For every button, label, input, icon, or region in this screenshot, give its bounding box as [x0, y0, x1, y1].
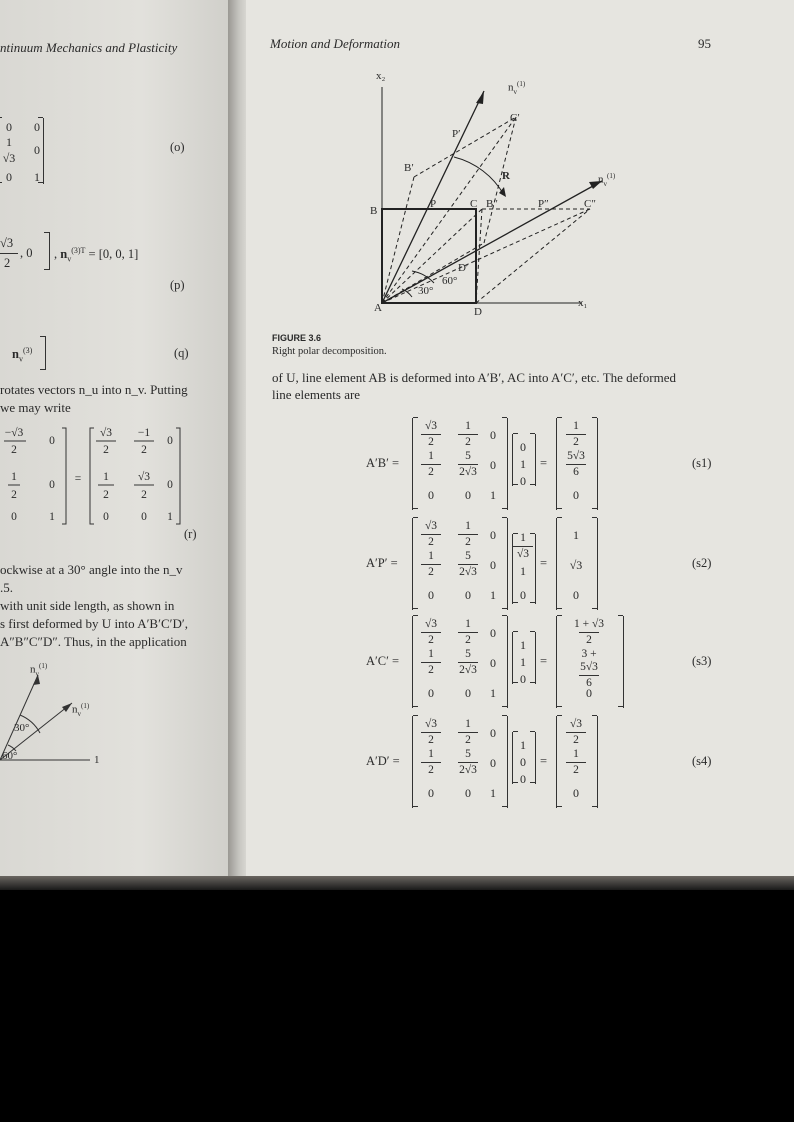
svg-text:=: =	[74, 473, 82, 485]
left-para-line: rotates vectors n_u into n_v. Putting	[0, 382, 188, 397]
left-page: ntinuum Mechanics and Plasticity 0 0 1 0 √3 0 1 (o) √3 2 , 0 , $n_v^{(3)T} = [0$, 0, 1] (p) $n_v^{(3)}$ (q) rotates vectors n_u into n_v. Putting we may write −√3 2 0 1 2 0 0 1 = √3 2 −1 2 0 1 2 √3 2 0 0 0 1 (r) ockwise at a 30° angle into the n_v .5. with unit side length, as shown in s first deformed by U into A′B′C′D′, A″B″C″D″. Thus, in the application $n_v^{(1)}$ $n_v^{(1)}$ 30° 60° 1	[0, 0, 236, 885]
fig-label-Cprime: C′	[510, 112, 520, 124]
equals-sign: =	[540, 556, 548, 570]
right-page	[246, 0, 794, 880]
equation-label: (s1)	[692, 456, 712, 470]
input-vector-cell: 0	[520, 588, 526, 602]
page-number: 95	[698, 36, 711, 51]
U-matrix-cell: 0	[428, 588, 434, 602]
U-matrix-cell-numerator: √3	[424, 718, 438, 730]
input-vector-cell: 1	[520, 738, 526, 752]
equals-sign: =	[540, 754, 548, 768]
result-vector-cell-bar	[579, 675, 599, 676]
svg-text:√3: √3	[99, 427, 113, 439]
U-matrix-cell-numerator: 1	[465, 718, 471, 730]
left-para-line: s first deformed by U into A′B′C′D′,	[0, 616, 188, 631]
input-vector-cell: 0	[520, 672, 526, 686]
U-matrix-cell-fraction	[414, 450, 448, 479]
fig-label-nv1-top: $n_v^{(1)}$	[508, 80, 526, 96]
U-matrix-cell-denominator: 2	[428, 634, 434, 646]
U-matrix-cell-numerator: 1	[465, 618, 471, 630]
result-vector-cell-denominator: 6	[586, 677, 592, 689]
input-vector-cell-denominator: √3	[516, 548, 530, 560]
matrix-o-cell: 1	[6, 135, 12, 149]
U-matrix-cell-bar	[421, 762, 441, 763]
figure-3-6	[346, 75, 706, 325]
equation-label: (s4)	[692, 754, 712, 768]
result-vector-cell: 0	[573, 786, 579, 800]
U-matrix-cell-denominator: 2	[428, 436, 434, 448]
svg-text:1: 1	[167, 511, 173, 523]
U-matrix-cell-bar	[421, 732, 441, 733]
U-matrix-cell-denominator: 2√3	[459, 566, 477, 578]
mini-nv1-label: $n_v^{(1)}$	[30, 662, 48, 678]
mini-angle-60: 60°	[2, 750, 18, 762]
U-matrix-cell-numerator: √3	[424, 618, 438, 630]
U-matrix-cell-bar	[458, 762, 478, 763]
result-vector-cell-fraction	[572, 618, 606, 647]
equation-lhs: A′D′ =	[366, 754, 400, 768]
result-vector-cell-bar	[566, 762, 586, 763]
svg-text:1: 1	[11, 471, 17, 483]
eq-p-vector-n: n	[60, 247, 68, 262]
input-vector-cell: 0	[520, 474, 526, 488]
U-matrix-cell-bar	[421, 662, 441, 663]
result-vector-cell-numerator: 1	[573, 420, 579, 432]
U-matrix-cell: 1	[490, 786, 496, 800]
U-matrix-cell-denominator: 2√3	[459, 466, 477, 478]
U-matrix-cell-fraction	[414, 748, 448, 777]
svg-text:0: 0	[167, 479, 173, 491]
result-vector-cell-denominator: 2	[573, 436, 579, 448]
U-matrix-cell-numerator: 1	[428, 550, 434, 562]
figure-caption-text: Right polar decomposition.	[272, 346, 387, 357]
U-matrix-cell-bar	[458, 564, 478, 565]
result-vector-cell-bar	[566, 434, 586, 435]
equals-sign: =	[540, 654, 548, 668]
U-matrix-cell-bar	[458, 732, 478, 733]
U-matrix-cell: 0	[490, 656, 496, 670]
U-matrix-cell-denominator: 2	[428, 664, 434, 676]
U-matrix-cell: 0	[465, 488, 471, 502]
U-matrix-cell-denominator: 2√3	[459, 764, 477, 776]
U-matrix-cell-denominator: 2	[465, 436, 471, 448]
result-vector-cell-fraction	[559, 748, 593, 777]
right-running-head: Motion and Deformation	[270, 36, 400, 51]
U-matrix-cell-denominator: 2	[465, 536, 471, 548]
fig-label-Bprime: B′	[404, 162, 414, 174]
svg-text:1: 1	[49, 511, 55, 523]
left-para-line: .5.	[0, 580, 13, 595]
input-vector-cell-numerator: 1	[520, 532, 526, 544]
result-vector-cell: √3	[569, 558, 583, 572]
fig-label-Cdouble: C″	[584, 198, 596, 210]
U-matrix-cell: 0	[465, 686, 471, 700]
U-matrix-cell: 0	[490, 428, 496, 442]
fig-label-R: R	[502, 170, 510, 182]
U-matrix-cell-fraction	[414, 718, 448, 747]
equation-lhs: A′P′ =	[366, 556, 398, 570]
fig-label-Pprime: P′	[452, 128, 461, 140]
U-matrix-cell-bar	[458, 434, 478, 435]
U-matrix-cell: 0	[490, 458, 496, 472]
input-vector-cell-fraction	[506, 532, 540, 561]
svg-text:2: 2	[141, 489, 147, 501]
result-vector-cell-numerator: 5√3	[567, 450, 585, 462]
input-vector-cell: 1	[520, 564, 526, 578]
input-vector-cell: 1	[520, 655, 526, 669]
input-vector-cell: 1	[520, 457, 526, 471]
U-matrix-cell: 0	[465, 588, 471, 602]
U-matrix-cell-fraction	[414, 420, 448, 449]
left-para-line: we may write	[0, 400, 71, 415]
result-vector-cell: 0	[586, 686, 592, 700]
fig-label-Bdouble: B″	[486, 198, 498, 210]
eq-p-numerator: √3	[0, 236, 14, 250]
fig-label-x1: x₁	[578, 297, 588, 309]
result-vector-cell-denominator: 2	[586, 634, 592, 646]
U-matrix-cell-bar	[421, 564, 441, 565]
U-matrix-cell-denominator: 2	[428, 764, 434, 776]
fig-label-Dprime: D′	[458, 262, 469, 274]
svg-text:0: 0	[49, 479, 55, 491]
result-vector-cell-numerator: √3	[569, 718, 583, 730]
U-matrix-cell-fraction	[414, 648, 448, 677]
fig-label-B: B	[370, 205, 378, 217]
svg-text:2: 2	[103, 444, 109, 456]
result-vector-cell-fraction	[559, 450, 593, 479]
result-vector-cell: 1	[573, 528, 579, 542]
result-vector-cell-fraction	[559, 718, 593, 747]
page-bottom-edge	[0, 876, 794, 890]
result-vector-cell: 0	[573, 588, 579, 602]
U-matrix-cell-numerator: √3	[424, 420, 438, 432]
result-vector-cell-denominator: 2	[573, 764, 579, 776]
mini-axis-1: 1	[94, 754, 100, 766]
equation-lhs: A′B′ =	[366, 456, 400, 470]
svg-text:0: 0	[11, 511, 17, 523]
U-matrix-cell: 0	[490, 626, 496, 640]
U-matrix-cell-bar	[421, 434, 441, 435]
U-matrix-cell-denominator: 2	[465, 734, 471, 746]
U-matrix-cell: 0	[490, 528, 496, 542]
U-matrix-cell: 0	[428, 488, 434, 502]
result-vector-cell-bar	[566, 732, 586, 733]
svg-text:√3: √3	[137, 471, 151, 483]
matrix-o-cell: 0	[6, 120, 12, 134]
result-vector-cell-fraction	[572, 648, 606, 690]
result-vector-cell-numerator: 1	[573, 748, 579, 760]
fig-angle-30: 30°	[418, 285, 434, 297]
U-matrix-cell-denominator: 2	[428, 466, 434, 478]
left-para-line: with unit side length, as shown in	[0, 598, 175, 613]
eq-label-p: (p)	[170, 278, 185, 292]
U-matrix-cell-fraction	[414, 618, 448, 647]
U-matrix-cell-numerator: 5	[465, 550, 471, 562]
left-para-line: ockwise at a 30° angle into the n_v	[0, 562, 183, 577]
result-vector-cell-denominator: 2	[573, 734, 579, 746]
matrix-r	[0, 420, 230, 540]
result-vector-cell-denominator: 6	[573, 466, 579, 478]
svg-text:2: 2	[11, 444, 17, 456]
fig-label-C: C	[470, 198, 478, 210]
eq-p-rhs: = [0, 0, 1]	[85, 247, 139, 262]
equation-label: (s3)	[692, 654, 712, 668]
svg-text:0: 0	[141, 511, 147, 523]
svg-text:0: 0	[167, 435, 173, 447]
U-matrix-cell-bar	[421, 464, 441, 465]
U-matrix-cell-numerator: 1	[428, 648, 434, 660]
U-matrix-cell-bar	[458, 662, 478, 663]
fig-label-x2: x₂	[376, 70, 386, 82]
U-matrix-cell-bar	[458, 464, 478, 465]
book-gutter	[228, 0, 248, 885]
U-matrix-cell-numerator: √3	[424, 520, 438, 532]
svg-text:0: 0	[49, 435, 55, 447]
U-matrix-cell-numerator: 1	[428, 748, 434, 760]
U-matrix-cell: 0	[428, 686, 434, 700]
eq-label-o: (o)	[170, 140, 185, 154]
U-matrix-cell: 1	[490, 588, 496, 602]
body-line: line elements are	[272, 387, 361, 402]
mini-angle-30: 30°	[14, 722, 30, 734]
U-matrix-cell: 1	[490, 488, 496, 502]
eq-p-denominator: 2	[4, 256, 11, 270]
input-vector-cell: 0	[520, 755, 526, 769]
svg-text:2: 2	[11, 489, 17, 501]
U-matrix-cell: 0	[428, 786, 434, 800]
result-vector-cell-bar	[579, 632, 599, 633]
input-vector-cell: 1	[520, 638, 526, 652]
figure-caption-title: FIGURE 3.6	[272, 333, 322, 343]
matrix-o-cell: 0	[34, 143, 40, 157]
U-matrix-cell-bar	[421, 632, 441, 633]
mini-nv1-label-2: $n_v^{(1)}$	[72, 702, 90, 718]
svg-text:−1: −1	[137, 427, 151, 439]
eq-p-rest: , 0	[20, 246, 33, 260]
fig-label-P: P	[430, 198, 437, 210]
matrix-o-cell: √3	[2, 151, 16, 165]
U-matrix-cell: 0	[490, 756, 496, 770]
svg-text:2: 2	[141, 444, 147, 456]
input-vector-cell-bar	[513, 546, 533, 547]
equation-label: (s2)	[692, 556, 712, 570]
U-matrix-cell-numerator: 1	[428, 450, 434, 462]
left-running-head: ntinuum Mechanics and Plasticity	[0, 40, 178, 55]
U-matrix-cell: 0	[490, 558, 496, 572]
U-matrix-cell-denominator: 2	[428, 734, 434, 746]
result-vector-cell-numerator: 1 + √3	[573, 618, 605, 630]
matrix-o-cell: 0	[6, 170, 12, 184]
left-para-line: A″B″C″D″. Thus, in the application	[0, 634, 187, 649]
result-vector-cell: 0	[573, 488, 579, 502]
U-matrix-cell-denominator: 2√3	[459, 664, 477, 676]
matrix-o-cell: 1	[34, 170, 40, 184]
svg-text:0: 0	[103, 511, 109, 523]
U-matrix-cell-numerator: 1	[465, 420, 471, 432]
U-matrix-cell-denominator: 2	[428, 536, 434, 548]
body-line: of U, line element AB is deformed into A′B′, AC into A′C′, etc. The deformed	[272, 370, 676, 385]
U-matrix-cell-numerator: 5	[465, 450, 471, 462]
eq-label-r: (r)	[184, 527, 197, 541]
fig-label-Pdouble: P″	[538, 198, 549, 210]
fig-label-nv1-right: $n_v^{(1)}$	[598, 172, 616, 188]
fig-label-D: D	[474, 306, 482, 318]
U-matrix-cell-denominator: 2	[465, 634, 471, 646]
U-matrix-cell-fraction	[414, 550, 448, 579]
input-vector-cell: 0	[520, 772, 526, 786]
U-matrix-cell: 0	[490, 726, 496, 740]
svg-text:1: 1	[103, 471, 109, 483]
U-matrix-cell-bar	[458, 632, 478, 633]
fig-label-A: A	[374, 302, 382, 314]
U-matrix-cell-numerator: 5	[465, 748, 471, 760]
input-vector-cell: 0	[520, 440, 526, 454]
U-matrix-cell-denominator: 2	[428, 566, 434, 578]
svg-text:2: 2	[103, 489, 109, 501]
U-matrix-cell-fraction	[414, 520, 448, 549]
svg-text:−√3: −√3	[4, 427, 24, 439]
U-matrix-cell-numerator: 1	[465, 520, 471, 532]
U-matrix-cell: 1	[490, 686, 496, 700]
equals-sign: =	[540, 456, 548, 470]
result-vector-cell-numerator: 3 + 5√3	[580, 648, 598, 673]
result-vector-cell-bar	[566, 464, 586, 465]
matrix-o-cell: 0	[34, 120, 40, 134]
U-matrix-cell-bar	[458, 534, 478, 535]
fig-angle-60: 60°	[442, 275, 458, 287]
U-matrix-cell: 0	[465, 786, 471, 800]
eq-label-q: (q)	[174, 346, 189, 360]
result-vector-cell-fraction	[559, 420, 593, 449]
U-matrix-cell-numerator: 5	[465, 648, 471, 660]
equation-lhs: A′C′ =	[366, 654, 400, 668]
U-matrix-cell-bar	[421, 534, 441, 535]
